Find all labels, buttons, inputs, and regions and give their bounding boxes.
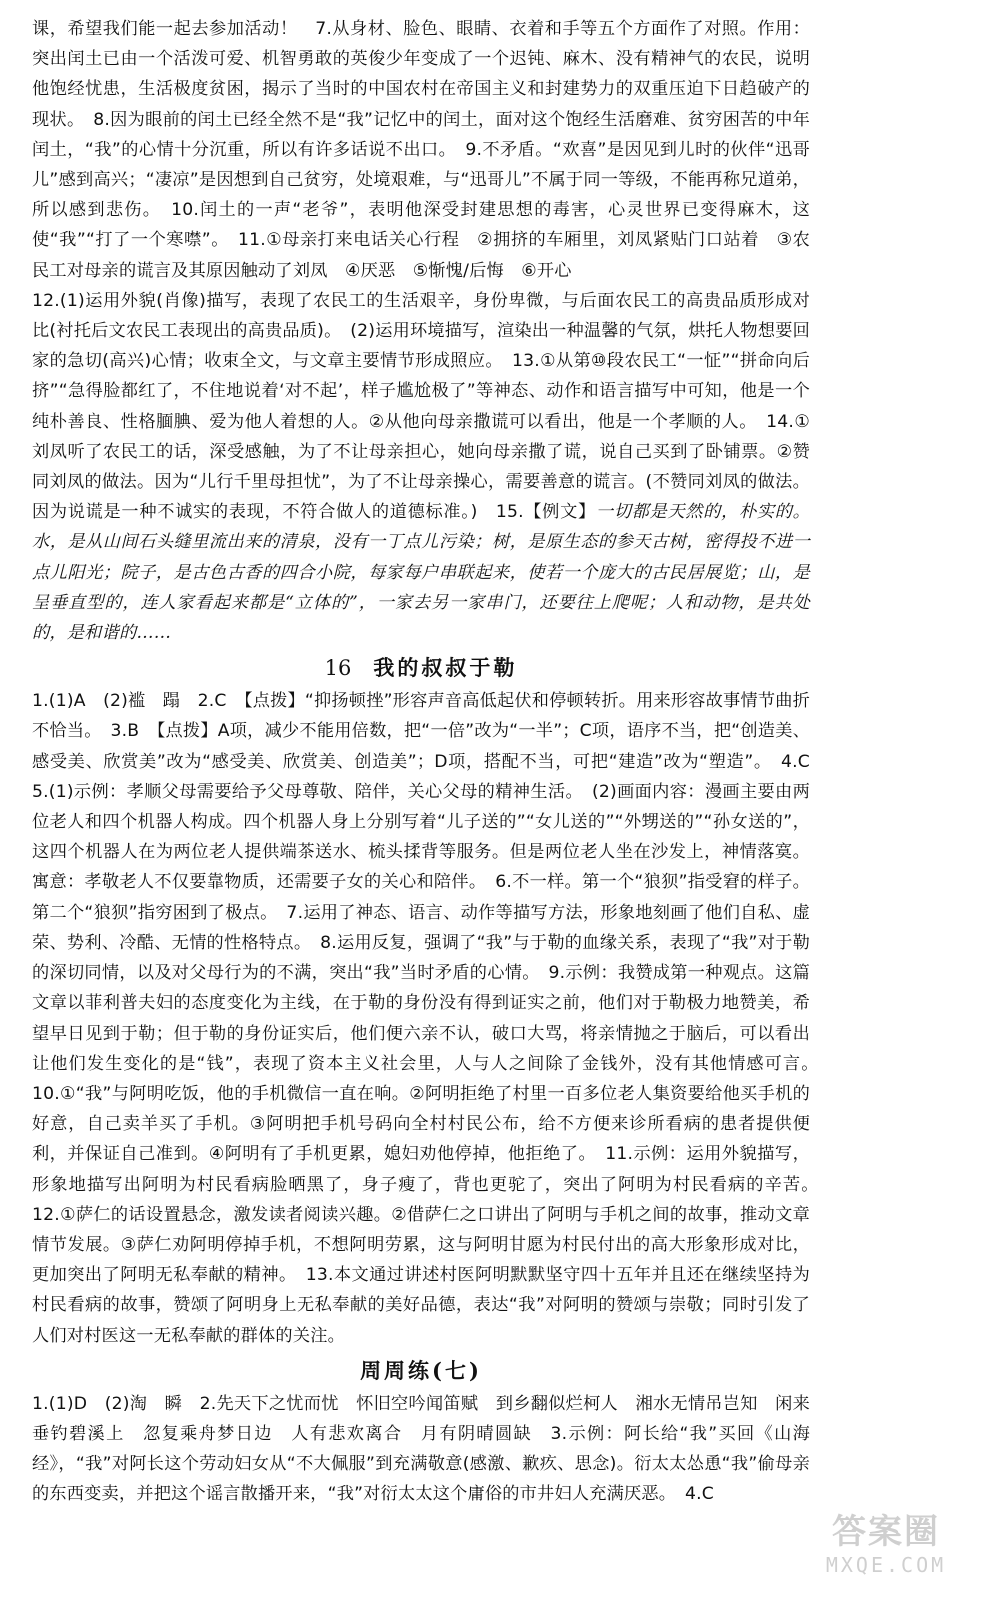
lesson-title: 我的叔叔于勒: [373, 655, 518, 681]
watermark-logo-text: 答案圈: [832, 1512, 940, 1552]
lesson-heading: [32, 650, 810, 686]
site-watermark: [801, 1512, 971, 1582]
lesson-number: 16: [324, 656, 352, 681]
watermark-url: MXQE.COM: [825, 1553, 947, 1577]
weekly-practice-heading: [32, 1353, 810, 1389]
lesson-answers: 1.(1)A (2)褴 蹋 2.C 【点拨】“抑扬顿挫”形容声音高低起伏和停顿转折。用来形容故事情节曲折不恰当。 3.B 【点拨】A项，减少不能用倍数，把“一倍”改为“一半”；C项，语序不当，把“创造美、感受美、欣赏美”改为“感受美、欣赏美、创造美”；D项，搭配不当，可把“建造”改为“塑造”。 4.C 5.(1)示例：孝顺父母需要给予父母尊敬、陪伴，关心父母的精神生活。 (2)画面内容：漫画主要由两位老人和四个机器人构成。四个机器人身上分别写着“儿子送的”“女儿送的”“外甥送的”“孙女送的”，这四个机器人在为两位老人提供端茶送水、梳头揉背等服务。但是两位老人坐在沙发上，神情落寞。寓意：孝敬老人不仅要靠物质，还需要子女的关心和陪伴。 6.不一样。第一个“狼狈”指受窘的样子。第二个“狼狈”指穷困到了极点。 7.运用了神态、语言、动作等描写方法，形象地刻画了他们自私、虚荣、势利、冷酷、无情的性格特点。 8.运用反复，强调了“我”与于勒的血缘关系，表现了“我”对于勒的深切同情，以及对父母行为的不满，突出“我”当时矛盾的心情。 9.示例：我赞成第一种观点。这篇文章以菲利普夫妇的态度变化为主线，在于勒的身份没有得到证实之前，他们对于勒极力地赞美，希望早日见到于勒；但于勒的身份证实后，他们便六亲不认，破口大骂，将亲情抛之于脑后，可以看出让他们发生变化的是“钱”，表现了资本主义社会里，人与人之间除了金钱外，没有其他情感可言。 10.①“我”与阿明吃饭，他的手机微信一直在响。②阿明拒绝了村里一百多位老人集资要给他买手机的好意，自己卖羊买了手机。③阿明把手机号码向全村村民公布，给不方便来诊所看病的患者提供便利，并保证自己准到。④阿明有了手机更累，媳妇劝他停掉，他拒绝了。 11.示例：运用外貌描写，形象地描写出阿明为村民看病脸晒黑了，身子瘦了，背也更驼了，突出了阿明为村民看病的辛苦。 12.①萨仁的话设置悬念，激发读者阅读兴趣。②借萨仁之口讲出了阿明与手机之间的故事，推动文章情节发展。③萨仁劝阿明停掉手机，不想阿明劳累，这与阿明甘愿为村民付出的高大形象形成对比，更加突出了阿明无私奉献的精神。 13.本文通过讲述村医阿明默默坚守四十五年并且还在继续坚持为村民看病的故事，赞颂了阿明身上无私奉献的美好品德，表达“我”对阿明的赞颂与崇敬；同时引发了人们对村医这一无私奉献的群体的关注。: [32, 691, 828, 1346]
answers-part-a: 课，希望我们能一起去参加活动！ 7.从身材、脸色、眼睛、衣着和手等五个方面作了对照。作用：突出闰土已由一个活泼可爱、机智勇敢的英俊少年变成了一个迟钝、麻木、没有精神气的农民，说明他饱经忧患，生活极度贫困，揭示了当时的中国农村在帝国主义和封建势力的双重压迫下日趋破产的现状。 8.因为眼前的闰土已经全然不是“我”记忆中的闰土，面对这个饱经生活磨难、贫穷困苦的中年闰土，“我”的心情十分沉重，所以有许多话说不出口。 9.不矛盾。“欢喜”是因见到儿时的伙伴“迅哥儿”感到高兴；“凄凉”是因想到自己贫穷，处境艰难，与“迅哥儿”不属于同一等级，不能再称兄道弟，所以感到悲伤。 10.闰土的一声“老爷”，表明他深受封建思想的毒害，心灵世界已变得麻木，这使“我”“打了一个寒噤”。 11.①母亲打来电话关心行程 ②拥挤的车厢里，刘凤紧贴门口站着 ③农民工对母亲的谎言及其原因触动了刘凤 ④厌恶 ⑤惭愧/后悔 ⑥开心: [32, 19, 810, 281]
example-essay-text: 一切都是天然的，朴实的。水，是从山间石头缝里流出来的清泉，没有一丁点儿污染；树，是原生态的参天古树，密得投不进一点儿阳光；院子，是古色古香的四合小院，每家每户串联起来，使若一个庞大的古民居展览；山，是呈垂直型的，连人家看起来都是“立体的”，一家去另一家串门，还要往上爬呢；人和动物，是共处的，是和谐的……: [32, 502, 810, 644]
weekly-practice-answers: 1.(1)D (2)淘 瞬 2.先天下之忧而忧 怀旧空吟闻笛赋 到乡翻似烂柯人 湘水无情吊岂知 闲来垂钓碧溪上 忽复乘舟梦日边 人有悲欢离合 月有阴晴圆缺 3.示例：阿长给“我”买回《山海经》，“我”对阿长这个劳动妇女从“不大佩服”到充满敬意(感激、歉疚、思念)。衍太太怂恿“我”偷母亲的东西变卖，并把这个谣言散播开来，“我”对衍太太这个庸俗的市井妇人充满厌恶。 4.C: [32, 1393, 810, 1505]
answers-part-b-text: 12.(1)运用外貌(肖像)描写，表现了农民工的生活艰辛，身份卑微，与后面农民工的高贵品质形成对比(衬托后文农民工表现出的高贵品质)。 (2)运用环境描写，渲染出一种温馨的气氛，烘托人物想要回家的急切(高兴)心情；收束全文，与文章主要情节形成照应。 13.①从第⑩段农民工“一怔”“拼命向后挤”“急得脸都红了，不住地说着‘对不起’，样子尴尬极了”等神态、动作和语言描写中可知，他是一个纯朴善良、性格腼腆、爱为他人着想的人。②从他向母亲撒谎可以看出，他是一个孝顺的人。 14.①刘凤听了农民工的话，深受感触，为了不让母亲担心，她向母亲撒了谎，说自己买到了卧铺票。②赞同刘凤的做法。因为“儿行千里母担忧”，为了不让母亲操心，需要善意的谎言。(不赞同刘凤的做法。因为说谎是一种不诚实的表现，不符合做人的道德标准。) 15.【例文】: [32, 290, 810, 523]
answers-part-b: [32, 286, 810, 648]
weekly-practice-title: 周周练(七): [360, 1357, 482, 1383]
answer-page: [32, 14, 828, 1510]
